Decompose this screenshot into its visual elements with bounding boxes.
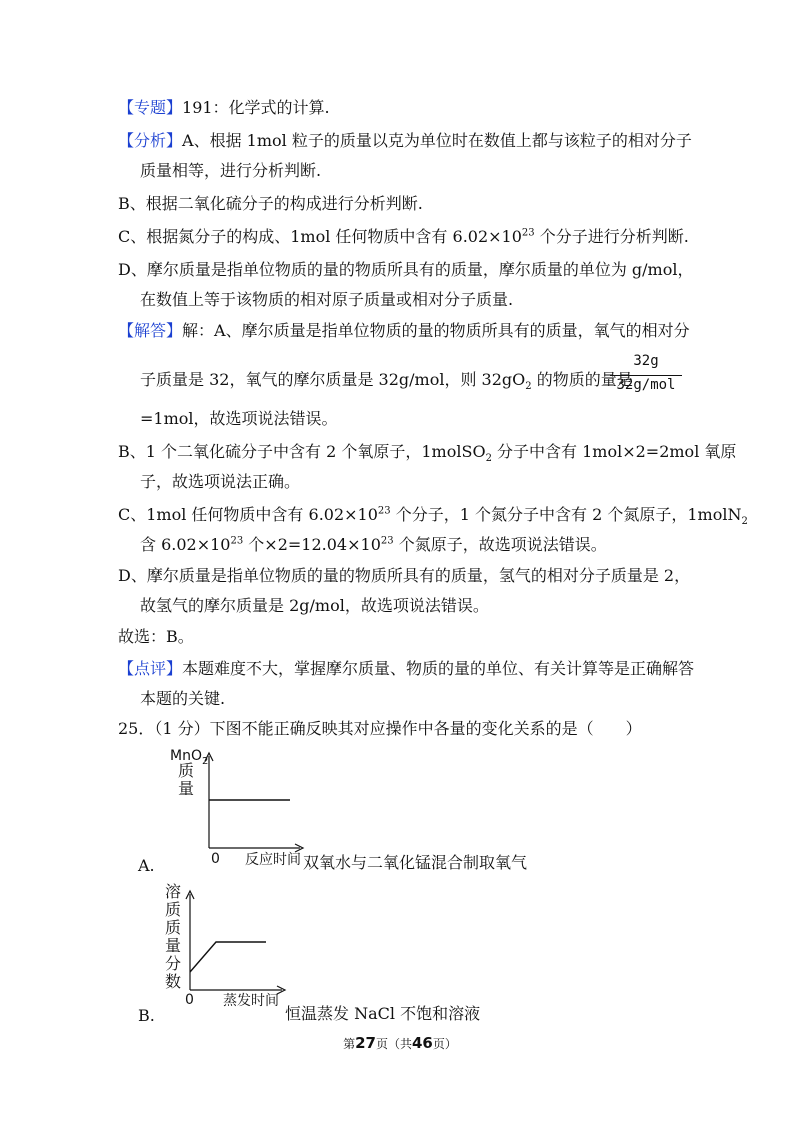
- answer-c1-mid: 个分子，1 个氮分子中含有 2 个氮原子，1molN: [390, 505, 742, 524]
- answer-b1-sub: 2: [485, 453, 492, 465]
- option-b-caption: 恒温蒸发 NaCl 不饱和溶液: [285, 1004, 481, 1023]
- fraction-denominator: 32g/mol: [616, 377, 676, 393]
- answer-line-d1: D、摩尔质量是指单位物质的量的物质所具有的质量，氢气的相对分子质量是 2，: [118, 566, 691, 585]
- graph-a-ylabel-sub: 2: [201, 755, 209, 767]
- topic-tag: 【专题】: [118, 98, 183, 117]
- answer-c2-exp1: 23: [230, 535, 244, 547]
- analysis-c-exp: 23: [521, 227, 535, 239]
- topic-line: [118, 97, 330, 119]
- comment-tag: 【点评】: [118, 659, 183, 678]
- analysis-c-pre: C、根据氮分子的构成、1mol 任何物质中含有 6.02×10: [118, 227, 522, 246]
- answer-choice: 故选：B。: [118, 627, 194, 646]
- footer-total-pages: 46: [412, 1034, 433, 1052]
- footer-page-number: 27: [355, 1034, 376, 1052]
- answer-fraction: [610, 353, 682, 395]
- answer-line-a1: [118, 320, 690, 342]
- answer-c1-exp: 23: [377, 505, 391, 517]
- graph-a-origin: 0: [211, 851, 220, 867]
- analysis-line-a2: 质量相等，进行分析判断.: [140, 161, 322, 180]
- footer-post: 页）: [432, 1037, 457, 1051]
- analysis-text-a1: A、根据 1mol 粒子的质量以克为单位时在数值上都与该粒子的相对分子: [182, 131, 692, 150]
- question-25: 25．（1 分）下图不能正确反映其对应操作中各量的变化关系的是（ ）: [118, 719, 642, 738]
- graph-b-series-line: [190, 942, 266, 972]
- answer-line-a3: =1mol，故选项说法错误。: [140, 409, 338, 428]
- answer-c1-sub: 2: [741, 516, 748, 528]
- analysis-c-post: 个分子进行分析判断.: [534, 227, 689, 246]
- graph-a-ylabel-mno: MnO: [170, 748, 202, 764]
- answer-line-a2: [140, 369, 633, 391]
- answer-line-c2: [140, 534, 607, 556]
- comment-line-2: 本题的关键.: [140, 689, 226, 708]
- graph-a-ylabel-1: 质: [178, 761, 195, 780]
- answer-c2-mid: 个×2=12.04×10: [243, 535, 381, 554]
- graph-b-origin: 0: [185, 992, 194, 1008]
- footer-pre: 第: [343, 1037, 356, 1051]
- answer-line-b2: 子，故选项说法正确。: [140, 472, 301, 491]
- graph-a-axes: [200, 748, 310, 853]
- option-a-letter: A.: [138, 856, 155, 875]
- graph-b-ylabel-char: 分: [165, 954, 182, 973]
- comment-line-1: [118, 658, 694, 680]
- answer-c2-post: 个氮原子，故选项说法错误。: [393, 535, 607, 554]
- answer-line-b1: [118, 441, 736, 463]
- graph-b-ylabel-char: 数: [165, 972, 182, 991]
- answer-b1-pre: B、1 个二氧化硫分子中含有 2 个氧原子，1molSO: [118, 442, 486, 461]
- graph-b-xlabel: 蒸发时间: [223, 993, 279, 1009]
- graph-b-ylabel-char: 质: [165, 900, 182, 919]
- answer-a2-pre: 子质量是 32，氧气的摩尔质量是 32g/mol，则 32gO: [140, 370, 526, 389]
- answer-c2-exp2: 23: [380, 535, 394, 547]
- analysis-line-c: [118, 226, 689, 248]
- fraction-bar: [610, 375, 682, 376]
- answer-c1-pre: C、1mol 任何物质中含有 6.02×10: [118, 505, 378, 524]
- page-footer: [0, 1034, 800, 1052]
- graph-b-axes: [182, 888, 292, 998]
- graph-a-xlabel: 反应时间: [245, 852, 301, 868]
- comment-text-1: 本题难度不大，掌握摩尔质量、物质的量的单位、有关计算等是正确解答: [182, 659, 695, 678]
- graph-b-ylabel-char: 质: [165, 918, 182, 937]
- answer-line-d2: 故氢气的摩尔质量是 2g/mol，故选项说法错误。: [140, 596, 489, 615]
- graph-b-ylabel-char: 量: [165, 936, 182, 955]
- analysis-line-b: B、根据二氧化硫分子的构成进行分析判断.: [118, 194, 423, 213]
- footer-mid: 页（共: [375, 1037, 412, 1051]
- analysis-line-d2: 在数值上等于该物质的相对原子质量或相对分子质量.: [140, 290, 514, 309]
- graph-b-ylabel-char: 溶: [165, 882, 182, 901]
- answer-a2-sub: 2: [525, 381, 532, 393]
- answer-text-a1: 解：A、摩尔质量是指单位物质的量的物质所具有的质量，氧气的相对分: [182, 321, 690, 340]
- analysis-line-a1: [118, 130, 692, 152]
- analysis-tag: 【分析】: [118, 131, 183, 150]
- fraction-numerator: 32g: [633, 353, 659, 369]
- analysis-line-d1: D、摩尔质量是指单位物质的量的物质所具有的质量，摩尔质量的单位为 g/mol，: [118, 260, 694, 279]
- answer-b1-post: 分子中含有 1mol×2=2mol 氧原: [491, 442, 737, 461]
- answer-line-c1: [118, 504, 748, 526]
- graph-a-ylabel-2: 量: [178, 779, 195, 798]
- answer-a2-post: 的物质的量是: [531, 370, 633, 389]
- topic-text: 191：化学式的计算.: [182, 98, 330, 117]
- answer-tag: 【解答】: [118, 321, 183, 340]
- option-b-letter: B.: [138, 1006, 155, 1025]
- option-a-caption: 双氧水与二氧化锰混合制取氧气: [303, 853, 528, 872]
- answer-c2-pre: 含 6.02×10: [140, 535, 231, 554]
